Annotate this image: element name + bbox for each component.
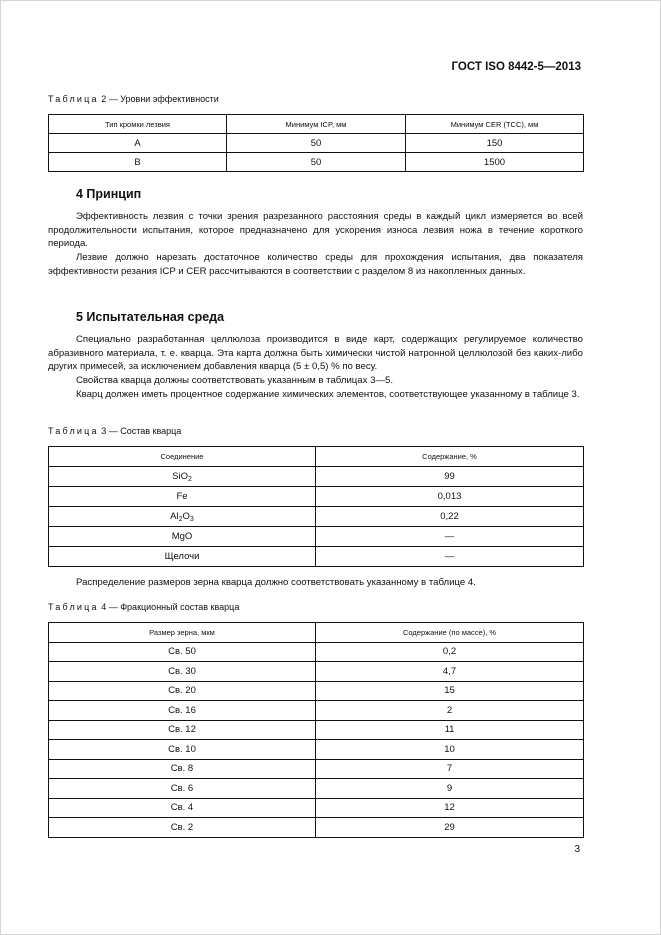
table-row: [49, 740, 584, 760]
table2-caption-label: Таблица: [48, 94, 99, 104]
table-cell: 11: [316, 720, 584, 740]
compound-cell: [49, 527, 316, 547]
page-number: 3: [574, 844, 580, 855]
formula-part: SiO: [172, 470, 188, 482]
table-cell: 0,2: [316, 642, 584, 662]
section5-paragraph-3: Кварц должен иметь процентное содержание химических элементов, соответствующее указанному в таблице 3.: [76, 388, 580, 400]
table-cell: 15: [316, 681, 584, 701]
compound-cell: [49, 467, 316, 487]
table4-body: [49, 642, 584, 837]
table-row: [49, 779, 584, 799]
formula-subscript: 2: [178, 515, 183, 523]
table-cell: Св. 20: [49, 681, 316, 701]
table-cell: 50: [227, 153, 406, 172]
table3-header-row: [49, 447, 584, 467]
section5-paragraph-4: Распределение размеров зерна кварца должно соответствовать указанному в таблице 4.: [76, 577, 476, 588]
table-cell: 7: [316, 759, 584, 779]
formula-subscript: 2: [187, 475, 192, 483]
table4-grain-size: [48, 622, 584, 838]
table4-column-header: Содержание (по массе), %: [316, 623, 584, 643]
table-row: [49, 701, 584, 721]
table-cell: 10: [316, 740, 584, 760]
table-cell: 4,7: [316, 662, 584, 682]
table-row: [49, 467, 584, 487]
table3-quartz-composition: [48, 446, 584, 567]
section5-heading: 5 Испытательная среда: [76, 310, 225, 324]
table2-header-row: [49, 115, 584, 134]
table2-efficiency-levels: [48, 114, 584, 172]
table-cell: Св. 16: [49, 701, 316, 721]
formula-part: Щелочи: [164, 551, 200, 562]
formula-part: Al: [170, 510, 179, 522]
table2-column-header: Минимум ICP, мм: [227, 115, 406, 134]
section5-paragraph-1: Специально разработанная целлюлоза производится в виде карт, содержащих регулируемое количество абразивного материала, т. е. кварца. Эта карта должна быть химически чистой натронной целлюлозой без каких-либо других примесей, за исключением добавления кварца (5 ± 0,5) % по весу.: [48, 334, 583, 373]
compound-cell: [49, 507, 316, 527]
section4-paragraph-2: Лезвие должно нарезать достаточное количество среды для прохождения испытания, два показателя эффективности резания ICP и CER рассчитываются в соответствии с разделом 8 из накопленных данных.: [48, 252, 583, 277]
content-cell: 0,22: [316, 507, 584, 527]
compound-cell: [49, 547, 316, 567]
table-cell: Св. 30: [49, 662, 316, 682]
table-row: [49, 818, 584, 838]
section4-heading: 4 Принцип: [76, 187, 142, 201]
table-row: [49, 759, 584, 779]
table-row: [49, 642, 584, 662]
table-cell: Св. 50: [49, 642, 316, 662]
section5-paragraph-2: Свойства кварца должны соответствовать указанным в таблицах 3—5.: [76, 375, 394, 387]
section4-text: [48, 210, 583, 279]
table3-caption-label: Таблица: [48, 426, 99, 436]
content-cell: 99: [316, 467, 584, 487]
table4-intro-text: [48, 576, 583, 590]
content-cell: —: [316, 527, 584, 547]
table2-body: [49, 134, 584, 172]
table4-caption-label: Таблица: [48, 602, 99, 612]
formula-subscript: 3: [189, 515, 194, 523]
table4-caption-text: 4 — Фракционный состав кварца: [98, 602, 240, 612]
table-cell: Св. 12: [49, 720, 316, 740]
table-row: [49, 798, 584, 818]
section4-paragraph-1: Эффективность лезвия с точки зрения разрезанного расстояния среды в каждый цикл измеряется во всей продолжительности испытания, которое предназначено для ускорения износа лезвия ножа в течение короткого периода.: [48, 211, 583, 250]
table-row: [49, 507, 584, 527]
table2-column-header: Минимум CER (TCC), мм: [406, 115, 584, 134]
table-cell: 12: [316, 798, 584, 818]
table2-caption: [48, 94, 219, 104]
table-cell: 1500: [406, 153, 584, 172]
table-cell: Св. 4: [49, 798, 316, 818]
document-id: ГОСТ ISO 8442-5—2013: [451, 61, 581, 73]
table2-column-header: Тип кромки лезвия: [49, 115, 227, 134]
table-cell: 150: [406, 134, 584, 153]
table-cell: 2: [316, 701, 584, 721]
table-cell: 9: [316, 779, 584, 799]
table-row: [49, 662, 584, 682]
content-cell: —: [316, 547, 584, 567]
table-cell: 29: [316, 818, 584, 838]
table3-body: [49, 467, 584, 567]
table2-caption-text: 2 — Уровни эффективности: [98, 94, 219, 104]
table-cell: Св. 6: [49, 779, 316, 799]
section5-text: [48, 333, 583, 402]
table-row: [49, 547, 584, 567]
table-row: [49, 153, 584, 172]
formula-part: O: [182, 510, 190, 522]
table3-column-header: Соединение: [49, 447, 316, 467]
table3-caption: [48, 426, 181, 436]
compound-cell: [49, 487, 316, 507]
table3-caption-text: 3 — Состав кварца: [98, 426, 182, 436]
formula-part: MgO: [171, 531, 193, 542]
table-cell: Св. 10: [49, 740, 316, 760]
table-cell: 50: [227, 134, 406, 153]
content-cell: 0,013: [316, 487, 584, 507]
table-cell: Св. 8: [49, 759, 316, 779]
table-row: [49, 681, 584, 701]
table-cell: A: [49, 134, 227, 153]
table-cell: B: [49, 153, 227, 172]
table-row: [49, 720, 584, 740]
table4-header-row: [49, 623, 584, 643]
table-cell: Св. 2: [49, 818, 316, 838]
table-row: [49, 487, 584, 507]
table4-column-header: Размер зерна, мкм: [49, 623, 316, 643]
table-row: [49, 134, 584, 153]
table4-caption: [48, 602, 239, 612]
table-row: [49, 527, 584, 547]
formula-part: Fe: [176, 491, 188, 502]
table3-column-header: Содержание, %: [316, 447, 584, 467]
